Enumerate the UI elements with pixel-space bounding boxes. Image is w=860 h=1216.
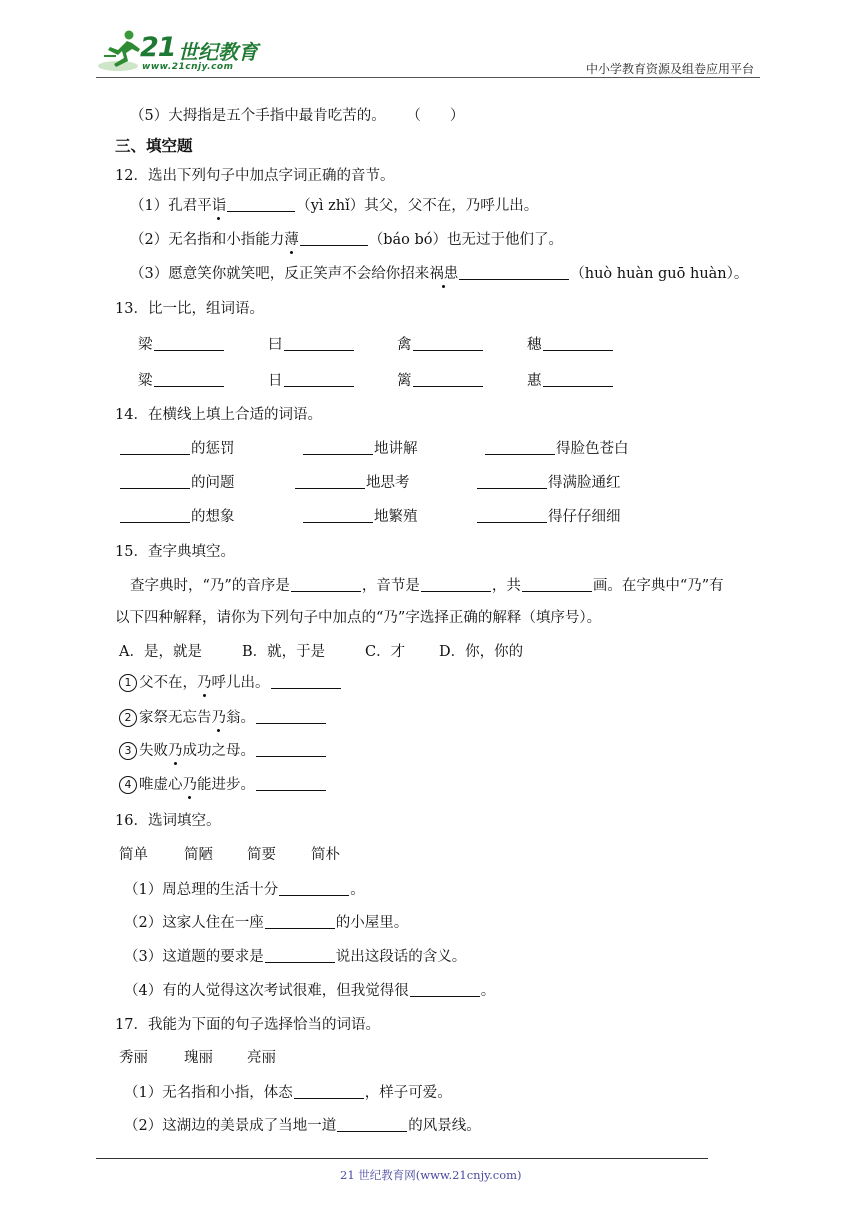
q15-sentence-3 — [119, 739, 327, 760]
q13-char: 曰 — [268, 337, 283, 353]
q13-char: 篱 — [397, 373, 412, 389]
q17-item2 — [124, 1114, 481, 1135]
q16-item3 — [124, 945, 466, 966]
q15-blank-strokes[interactable] — [522, 577, 592, 592]
q12-item2-post: （báo bó）也无过于他们了。 — [368, 232, 564, 248]
q16-stem: 16．选词填空。 — [115, 813, 221, 829]
q17-stem: 17．我能为下面的句子选择恰当的词语。 — [115, 1017, 380, 1033]
q17-word: 瑰丽 — [184, 1050, 213, 1066]
header-divider — [96, 77, 760, 78]
q15-s3-pre: 失败 — [139, 743, 168, 759]
q14-blank[interactable] — [295, 474, 365, 489]
q12-item3 — [130, 262, 748, 283]
q13-blank[interactable] — [413, 336, 483, 351]
q11-item5-answer-paren: （ ） — [406, 108, 465, 124]
q14-suffix: 得脸色苍白 — [556, 441, 629, 457]
q12-item1-blank[interactable] — [227, 197, 295, 212]
q13-cell — [397, 369, 484, 390]
q17-word: 亮丽 — [247, 1050, 276, 1066]
q16-word: 简单 — [119, 847, 148, 863]
q16-item1-pre: （1）周总理的生活十分 — [124, 882, 279, 898]
q15-option: A．是，就是 — [119, 644, 202, 660]
q17-item1-pre: （1）无名指和小指，体态 — [124, 1085, 293, 1101]
q12-item3-dotted-word: 祸患 — [429, 262, 458, 283]
q14-suffix: 的问题 — [191, 475, 235, 491]
q15-s2-pre: 家祭无忘告 — [139, 710, 212, 726]
q14-blank[interactable] — [477, 474, 547, 489]
q15-s4-pre: 唯虚心 — [139, 777, 183, 793]
q15-s2-post: 翁。 — [226, 710, 255, 726]
q12-item3-blank[interactable] — [459, 265, 569, 280]
q15-s1-blank[interactable] — [271, 674, 341, 689]
q15-option: B．就，于是 — [242, 644, 326, 660]
platform-name: 中小学教育资源及组卷应用平台 — [585, 62, 754, 76]
page-header — [96, 26, 760, 78]
q12-item1 — [130, 194, 538, 215]
footer-site: 21 世纪教育网(www.21cnjy.com) — [340, 1168, 522, 1182]
q11-item5 — [130, 104, 464, 125]
q14-cell — [302, 437, 418, 458]
q15-blank-yinjie[interactable] — [421, 577, 491, 592]
q13-blank[interactable] — [543, 372, 613, 387]
q15-sentence-4 — [119, 773, 327, 794]
q14-cell — [476, 471, 621, 492]
q15-s3-dotted: 乃 — [168, 739, 183, 760]
q13-cell — [268, 333, 355, 354]
q14-cell — [119, 437, 235, 458]
circled-number: 3 — [119, 742, 137, 760]
q12-item1-dotted-word: 诣 — [212, 194, 227, 215]
q16-word: 简陋 — [184, 847, 213, 863]
q17-item1-post: ，样子可爱。 — [364, 1085, 452, 1101]
q13-blank[interactable] — [413, 372, 483, 387]
q12-stem: 12．选出下列句子中加点字词正确的音节。 — [115, 168, 395, 184]
q15-paragraph-line2: 以下四种解释，请你为下列句子中加点的“乃”字选择正确的解释（填序号）。 — [115, 610, 602, 626]
q14-suffix: 的惩罚 — [191, 441, 235, 457]
q16-item1-blank[interactable] — [279, 881, 349, 896]
q15-s2-dotted: 乃 — [212, 706, 227, 727]
q11-item5-text: （5）大拇指是五个手指中最肯吃苦的。 — [130, 108, 386, 124]
q13-blank[interactable] — [543, 336, 613, 351]
q17-item2-pre: （2）这湖边的美景成了当地一道 — [124, 1118, 337, 1134]
q14-suffix: 地繁殖 — [374, 509, 418, 525]
q15-s1-pre: 父不在， — [139, 675, 197, 691]
q14-cell — [484, 437, 629, 458]
q15-s4-post: 能进步。 — [197, 777, 255, 793]
q13-cell — [527, 333, 614, 354]
q13-blank[interactable] — [154, 372, 224, 387]
q16-item2-blank[interactable] — [265, 914, 335, 929]
q13-char: 惠 — [527, 373, 542, 389]
q17-item1-blank[interactable] — [294, 1084, 364, 1099]
q12-item3-pre: （3）愿意笑你就笑吧，反正笑声不会给你招来 — [130, 266, 430, 282]
q16-item4-pre: （4）有的人觉得这次考试很难，但我觉得很 — [124, 983, 409, 999]
runner-logo-icon — [96, 26, 146, 76]
circled-number: 2 — [119, 709, 137, 727]
q12-item3-post: （huò huàn guō huàn）。 — [570, 266, 749, 282]
q14-stem: 14．在横线上填上合适的词语。 — [115, 407, 322, 423]
q15-option: C．才 — [365, 644, 406, 660]
q15-s1-post: 呼儿出。 — [211, 675, 270, 691]
q13-char: 梁 — [138, 337, 153, 353]
q16-item2-pre: （2）这家人住在一座 — [124, 915, 264, 931]
logo-url: www.21cnjy.com — [142, 62, 234, 72]
q14-suffix: 地讲解 — [374, 441, 418, 457]
q13-cell — [138, 369, 225, 390]
site-logo — [96, 26, 266, 76]
q15-s2-blank[interactable] — [256, 709, 326, 724]
q14-suffix: 得满脸通红 — [548, 475, 621, 491]
q14-suffix: 地思考 — [366, 475, 410, 491]
q15-stem: 15．查字典填空。 — [115, 544, 235, 560]
q15-p1-c: ，共 — [491, 578, 521, 594]
logo-text: 世纪教育 — [178, 40, 258, 64]
q14-cell — [119, 471, 235, 492]
q16-item4-post: 。 — [480, 983, 496, 999]
q13-char: 粱 — [138, 373, 153, 389]
q15-sentence-2 — [119, 706, 327, 727]
q13-cell — [397, 333, 484, 354]
q12-item2-dotted-word: 薄 — [284, 228, 299, 249]
q16-item2 — [124, 911, 408, 932]
q12-item1-post: （yì zhǐ）其父，父不在，乃呼儿出。 — [296, 198, 539, 214]
q14-blank[interactable] — [477, 508, 547, 523]
q12-item2-pre: （2）无名指和小指能力 — [130, 232, 285, 248]
q17-word: 秀丽 — [119, 1050, 148, 1066]
q16-item1-post: 。 — [350, 882, 365, 898]
q16-item4-blank[interactable] — [410, 982, 480, 997]
q17-item2-post: 的风景线。 — [408, 1118, 481, 1134]
q15-paragraph-line1 — [130, 574, 724, 595]
q16-item2-post: 的小屋里。 — [335, 915, 409, 931]
q16-item3-post: 说出这段话的含义。 — [335, 949, 467, 965]
q13-stem: 13．比一比，组词语。 — [115, 301, 264, 317]
q15-s3-blank[interactable] — [256, 742, 326, 757]
q14-suffix: 得仔仔细细 — [548, 509, 621, 525]
q12-item2 — [130, 228, 563, 249]
q13-blank[interactable] — [284, 336, 354, 351]
q15-p1-a: 查字典时，“乃”的音序是 — [130, 578, 290, 594]
q15-s3-post: 成功之母。 — [182, 743, 255, 759]
q14-suffix: 的想象 — [191, 509, 235, 525]
q16-item1 — [124, 878, 365, 899]
q13-char: 穗 — [527, 337, 542, 353]
q15-s4-blank[interactable] — [256, 776, 326, 791]
q14-cell — [119, 505, 235, 526]
circled-number: 4 — [119, 776, 137, 794]
q13-char: 日 — [268, 373, 283, 389]
q14-cell — [476, 505, 621, 526]
logo-number: 21 — [140, 32, 176, 63]
q15-option: D．你，你的 — [439, 644, 524, 660]
q13-cell — [527, 369, 614, 390]
section-title: 三、填空题 — [115, 137, 193, 155]
circled-number: 1 — [119, 674, 137, 692]
q14-blank[interactable] — [303, 440, 373, 455]
q14-blank[interactable] — [120, 440, 190, 455]
q16-item3-blank[interactable] — [265, 948, 335, 963]
q15-p1-b: ，音节是 — [361, 578, 420, 594]
q15-p1-d: 画。在字典中“乃”有 — [592, 578, 724, 594]
q13-blank[interactable] — [284, 372, 354, 387]
q13-cell — [138, 333, 225, 354]
q17-item2-blank[interactable] — [337, 1117, 407, 1132]
q14-blank[interactable] — [120, 474, 190, 489]
q15-sentence-1 — [119, 671, 342, 692]
q12-item2-blank[interactable] — [300, 231, 368, 246]
q14-cell — [294, 471, 410, 492]
footer-divider — [96, 1158, 708, 1159]
q15-s1-dotted: 乃 — [197, 671, 212, 692]
q13-cell — [268, 369, 355, 390]
q14-blank[interactable] — [485, 440, 555, 455]
q16-word: 简朴 — [311, 847, 340, 863]
q16-word: 简要 — [247, 847, 276, 863]
q14-blank[interactable] — [303, 508, 373, 523]
q14-cell — [302, 505, 418, 526]
q17-item1 — [124, 1081, 452, 1102]
q14-blank[interactable] — [120, 508, 190, 523]
q16-item4 — [124, 979, 495, 1000]
q15-blank-yinxu[interactable] — [291, 577, 361, 592]
q12-item1-pre: （1）孔君平 — [130, 198, 212, 214]
q16-item3-pre: （3）这道题的要求是 — [124, 949, 264, 965]
q13-char: 禽 — [397, 337, 412, 353]
q15-s4-dotted: 乃 — [183, 773, 198, 794]
q13-blank[interactable] — [154, 336, 224, 351]
